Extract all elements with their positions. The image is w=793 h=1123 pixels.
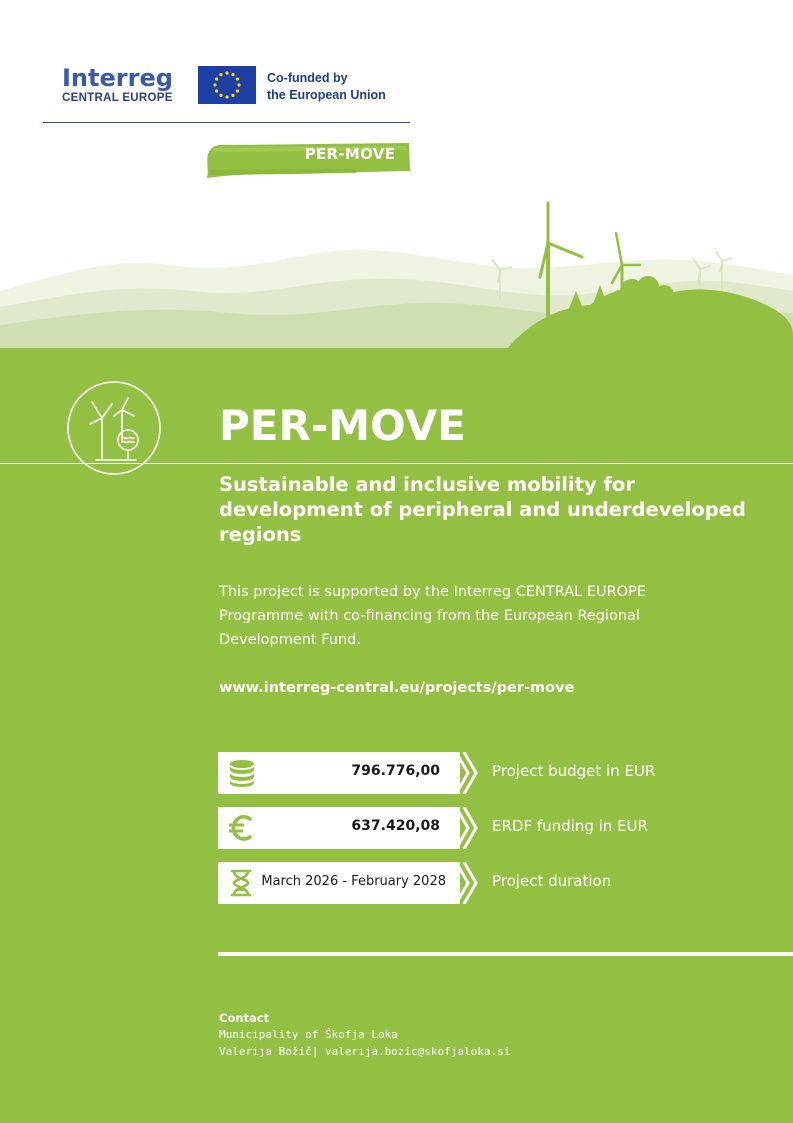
- duration-label: Project duration: [492, 872, 612, 890]
- wind-turbine-energy-icon: [66, 380, 162, 476]
- chevron-right-icon: [454, 752, 482, 794]
- eu-star: [236, 77, 239, 80]
- chevron-right-icon: [454, 807, 482, 849]
- duration-value-box: [218, 862, 460, 904]
- contact-heading: Contact: [219, 1011, 270, 1025]
- contact-divider: [218, 952, 793, 956]
- erdf-value-box: [218, 807, 460, 849]
- header-divider: [43, 122, 410, 123]
- contact-person-email[interactable]: Valerija Božič| valerija.bozic@skofjaloka.si: [219, 1045, 511, 1058]
- chevron-right-icon: [454, 862, 482, 904]
- budget-value: 796.776,00: [351, 763, 440, 779]
- eu-star: [215, 89, 218, 92]
- eu-star: [219, 73, 222, 76]
- interreg-programme-name: CENTRAL EUROPE: [62, 92, 173, 104]
- erdf-value: 637.420,08: [351, 818, 440, 834]
- eu-star: [225, 95, 228, 98]
- eu-star: [236, 89, 239, 92]
- eu-star: [231, 94, 234, 97]
- eu-star: [219, 94, 222, 97]
- project-url-link[interactable]: www.interreg-central.eu/projects/per-move: [219, 680, 575, 696]
- eu-star: [237, 83, 240, 86]
- erdf-label: ERDF funding in EUR: [492, 817, 648, 835]
- landscape-wind-turbines-illustration: [0, 195, 793, 351]
- budget-value-box: [218, 752, 460, 794]
- budget-label: Project budget in EUR: [492, 762, 656, 780]
- funding-statement: This project is supported by the Interreg CENTRAL EUROPE Programme with co-financing from the European Regional Development Fund.: [219, 584, 646, 648]
- contact-organisation: Municipality of Škofja Loka: [219, 1028, 398, 1041]
- duration-value: March 2026 - February 2028: [261, 874, 446, 889]
- project-badge-label: PER-MOVE: [304, 145, 396, 163]
- cofund-line-2: the European Union: [267, 88, 386, 102]
- eu-star: [231, 73, 234, 76]
- project-title: PER-MOVE: [219, 401, 466, 450]
- eu-flag-icon: [198, 66, 256, 104]
- interreg-logo: [62, 64, 182, 108]
- project-subtitle: Sustainable and inclusive mobility for development of peripheral and underdeveloped regions: [219, 473, 746, 546]
- cofund-line-1: Co-funded by: [267, 71, 348, 85]
- eu-cofunded-text: [267, 70, 386, 104]
- interreg-wordmark: Interreg: [62, 64, 173, 92]
- euro-icon: [228, 814, 256, 842]
- title-divider: [0, 463, 793, 464]
- hourglass-icon: [230, 869, 252, 897]
- eu-star: [213, 83, 216, 86]
- eu-star: [215, 77, 218, 80]
- eu-star: [225, 71, 228, 74]
- coins-stack-icon: [228, 759, 256, 787]
